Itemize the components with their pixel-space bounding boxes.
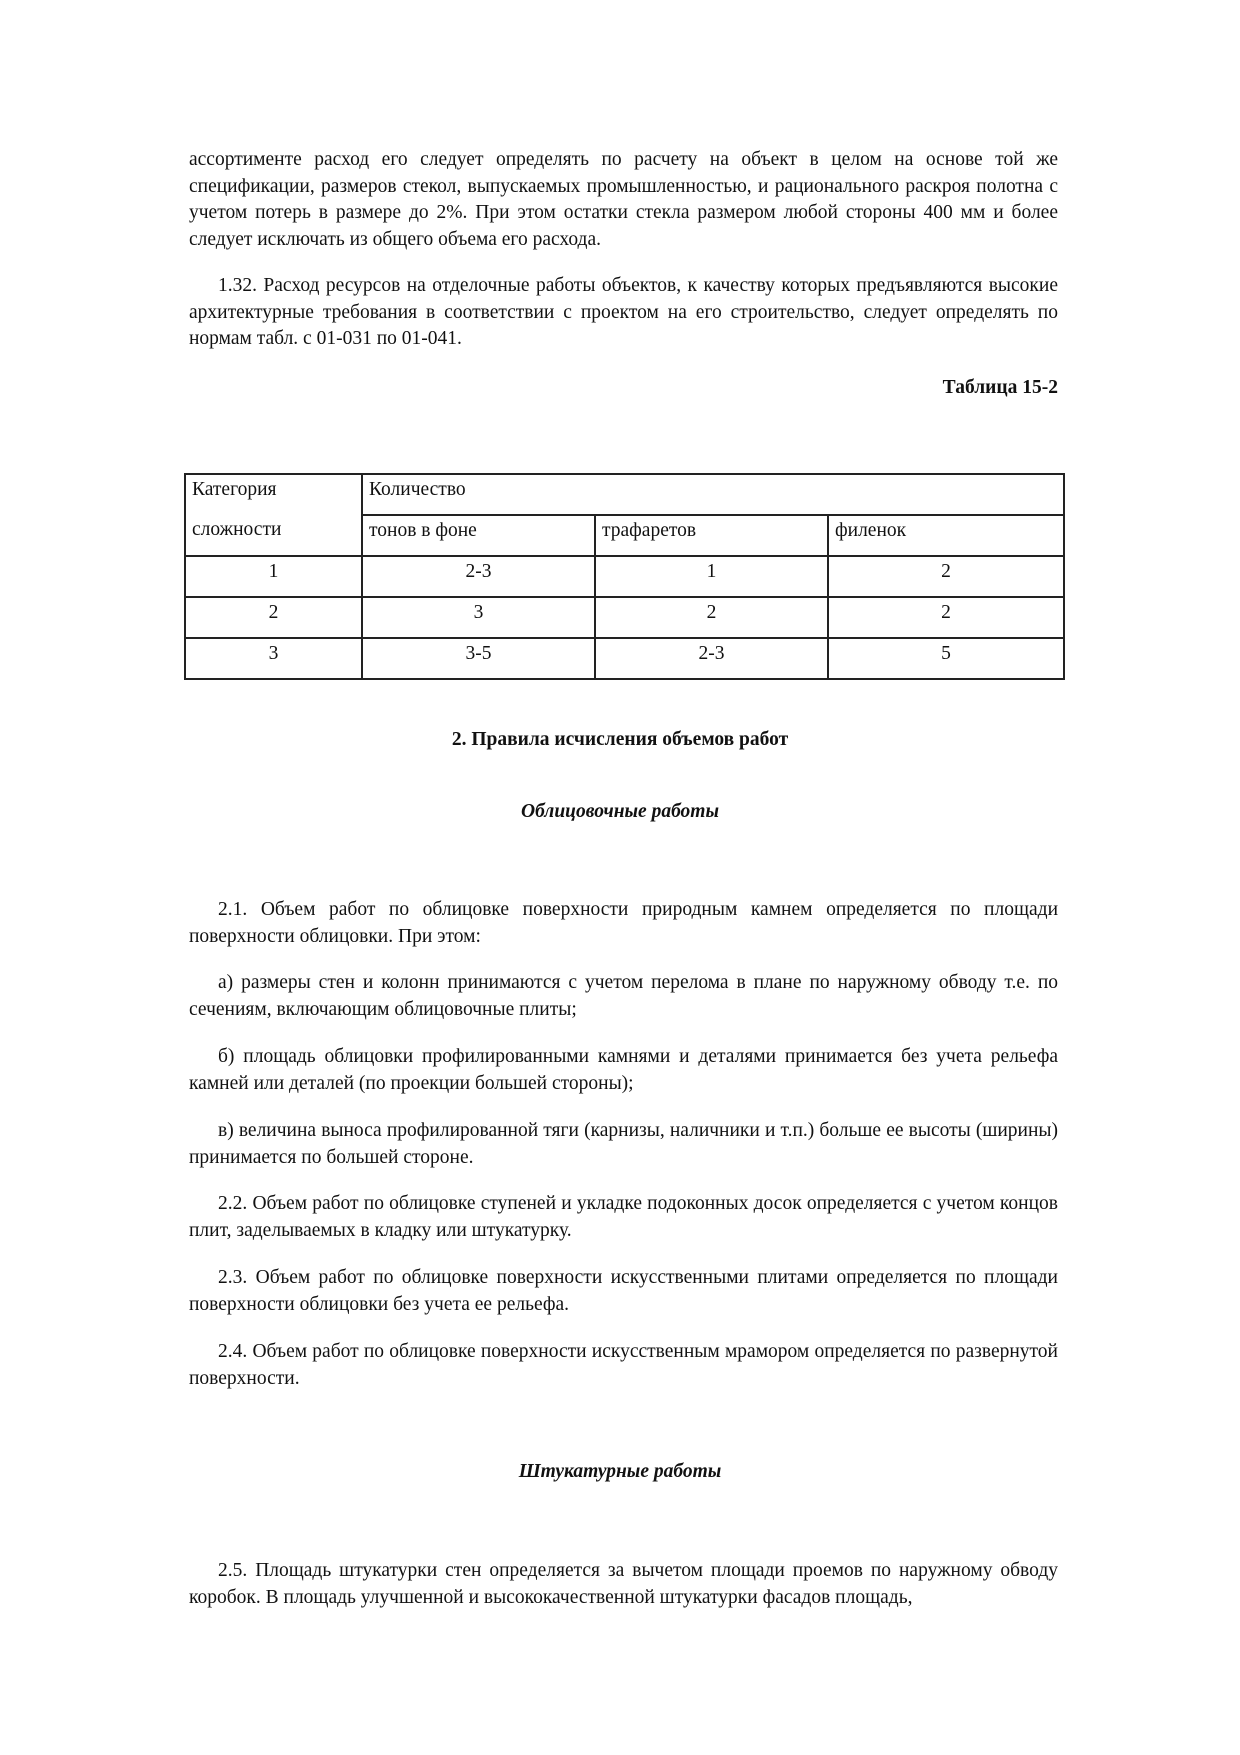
paragraph-text: а) размеры стен и колонн принимаются с учетом перелома в плане по наружному обводу т.е. по сечениям, включающим облицовочные плиты; (189, 972, 1058, 1020)
paragraph-text: 2.4. Объем работ по облицовке поверхности искусственным мрамором определяется по развернутой поверхности. (189, 1341, 1058, 1389)
paragraph-glass-remainder (189, 147, 1058, 253)
section-title: 2. Правила исчисления объемов работ (451, 729, 789, 750)
table-cell: 5 (828, 638, 1064, 679)
paragraph-1-32 (189, 273, 1058, 353)
table-cell: 3 (362, 597, 595, 638)
paragraph-v (189, 1118, 1058, 1171)
paragraph-text: 2.5. Площадь штукатурки стен определяется за вычетом площади проемов по наружному обводу коробок. В площадь улучшенной и высококачественной штукатурки фасадов площадь, (189, 1560, 1058, 1608)
header-stencils-cell: трафаретов (595, 515, 828, 556)
header-category-cell-cont: сложности (185, 515, 362, 556)
paragraph-text: 2.3. Объем работ по облицовке поверхности искусственными плитами определяется по площади поверхности облицовки без учета ее рельефа. (189, 1267, 1058, 1315)
paragraph-text: 2.2. Объем работ по облицовке ступеней и укладке подоконных досок определяется с учетом концов плит, заделываемых в кладку или штукатурку. (189, 1193, 1058, 1241)
paragraph-text: б) площадь облицовки профилированными камнями и деталями принимается без учета рельефа камней или деталей (по проекции большей стороны); (189, 1046, 1058, 1094)
table-cell: 2 (828, 597, 1064, 638)
table-cell: 1 (185, 556, 362, 597)
table-cell: 2 (595, 597, 828, 638)
table-row (185, 597, 1064, 638)
header-quantity-cell: Количество (362, 474, 1064, 515)
table-cell: 3-5 (362, 638, 595, 679)
paragraph-2-1 (189, 897, 1058, 950)
table-cell: 2-3 (595, 638, 828, 679)
table-row (185, 556, 1064, 597)
paragraph-a (189, 970, 1058, 1023)
paragraph-2-2 (189, 1191, 1058, 1244)
table-cell: 3 (185, 638, 362, 679)
table-header-row (185, 474, 1064, 515)
paragraph-text: ассортименте расход его следует определять по расчету на объект в целом на основе той же спецификации, размеров стекол, выпускаемых промышленностью, и рационального раскроя полотна с учетом потерь в размере до 2%. При этом остатки стекла размером любой стороны 400 мм и более следует исключать из общего объема его расхода. (189, 149, 1058, 250)
paragraph-2-3 (189, 1265, 1058, 1318)
paragraph-2-4 (189, 1339, 1058, 1392)
paragraph-text: 2.1. Объем работ по облицовке поверхности природным камнем определяется по площади поверхности облицовки. При этом: (189, 899, 1058, 947)
header-panels-cell: филенок (828, 515, 1064, 556)
complexity-table (184, 473, 1065, 680)
table-row (185, 638, 1064, 679)
table-subheader-row (185, 515, 1064, 556)
paragraph-b (189, 1044, 1058, 1097)
paragraph-text: в) величина выноса профилированной тяги (карнизы, наличники и т.п.) больше ее высоты (ширины) принимается по большей стороне. (189, 1120, 1058, 1168)
table-cell: 2 (185, 597, 362, 638)
header-category-cell: Категория (185, 474, 362, 515)
subsection-title-cladding: Облицовочные работы (520, 801, 720, 822)
table-cell: 2 (828, 556, 1064, 597)
table-cell: 1 (595, 556, 828, 597)
table-caption: Таблица 15-2 (942, 377, 1058, 398)
table-cell: 2-3 (362, 556, 595, 597)
header-tones-cell: тонов в фоне (362, 515, 595, 556)
paragraph-2-5 (189, 1558, 1058, 1611)
paragraph-text: 1.32. Расход ресурсов на отделочные работы объектов, к качеству которых предъявляются высокие архитектурные требования в соответствии с проектом на его строительство, следует определять по нормам табл. с 01-031 по 01-041. (189, 275, 1058, 349)
subsection-title-plaster: Штукатурные работы (518, 1461, 722, 1482)
